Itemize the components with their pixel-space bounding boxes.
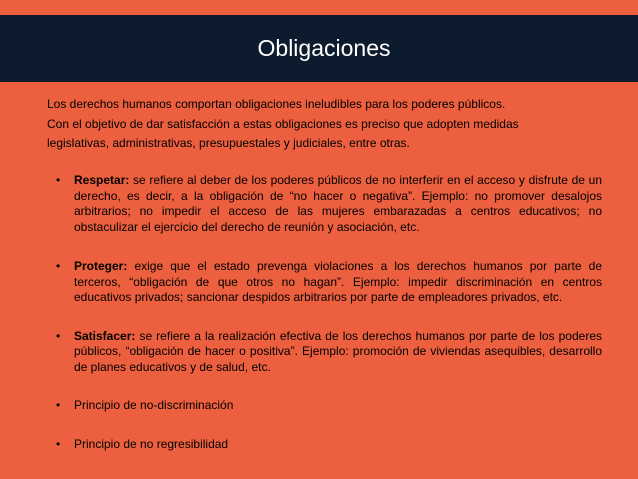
principle-text: Principio de no regresibilidad [74,436,229,451]
list-item-no-discriminacion [56,398,602,414]
list-item-no-regresibilidad [56,437,602,453]
bullet-icon: • [56,173,61,187]
term-label: Proteger: [74,259,128,273]
principle-text: Principio de no-discriminación [74,398,234,412]
title-bar [0,15,638,82]
bullet-icon: • [56,328,61,343]
bullet-icon: • [56,259,61,273]
list-item-satisfacer [56,329,602,376]
bullet-icon: • [56,436,61,451]
intro-line: Con el objetivo de dar satisfacción a estas obligaciones es preciso que adopten medidas [47,116,519,131]
term-description: exige que el estado prevenga violaciones a los derechos humanos por parte de terceros, “obligación de que otros no hagan”. Ejemplo: impedir discriminación en centros educativos privados; sancionar despidos arbitrarios por parte de empleadores privados, etc. [74,259,602,304]
bullet-icon: • [56,398,61,412]
slide-title: Obligaciones [257,35,391,61]
term-label: Respetar: [74,173,130,187]
obligations-list [56,173,602,452]
term-label: Satisfacer: [74,328,136,343]
intro-paragraph [47,95,607,154]
intro-line: Los derechos humanos comportan obligaciones ineludibles para los poderes públicos. [47,97,506,111]
term-description: se refiere al deber de los poderes públicos de no interferir en el acceso y disfrute de un derecho, es decir, a la obligación de “no hacer o negativa”. Ejemplo: no promover desalojos arbitrarios; no impedir el acceso de las mujeres embarazadas a centros educativos; no obstaculizar el ejercicio del derecho de reunión y asociación, etc. [74,173,602,234]
term-description: se refiere a la realización efectiva de los derechos humanos por parte de los poderes públicos, “obligación de hacer o positiva”. Ejemplo: promoción de viviendas asequibles, desarrollo de planes educativos y de salud, etc. [74,328,602,374]
intro-line: legislativas, administrativas, presupuestales y judiciales, entre otras. [47,136,410,150]
list-item-proteger [56,259,602,306]
list-item-respetar [56,173,602,235]
